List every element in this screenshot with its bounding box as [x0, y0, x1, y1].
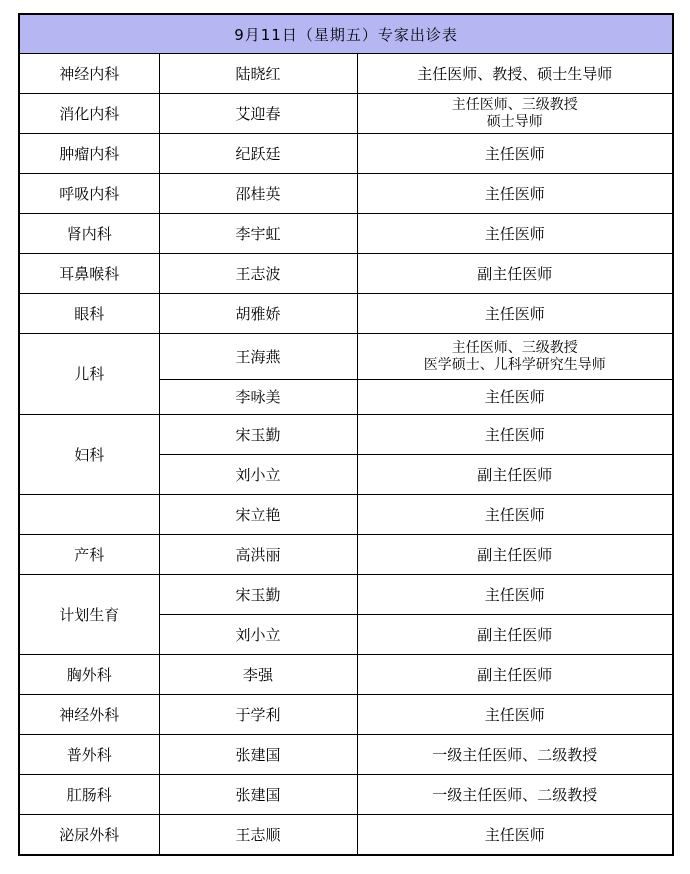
department-cell — [19, 575, 159, 655]
doctor-title: 副主任医师 — [477, 264, 553, 283]
doctor-cell — [159, 655, 357, 695]
department-cell — [19, 174, 159, 214]
doctor-name: 纪跃廷 — [235, 144, 281, 163]
doctor-title: 主任医师 — [484, 184, 545, 203]
doctor-cell — [159, 294, 357, 334]
doctor-title: 副主任医师 — [477, 625, 553, 644]
table-row — [19, 334, 673, 380]
table-row — [19, 535, 673, 575]
doctor-cell — [159, 134, 357, 174]
table-row — [19, 495, 673, 535]
department-label: 肾内科 — [66, 224, 112, 243]
doctor-title: 主任医师 — [484, 585, 545, 604]
doctor-cell — [159, 735, 357, 775]
title-cell — [357, 455, 673, 495]
doctor-name: 张建国 — [235, 785, 281, 804]
title-cell — [357, 695, 673, 735]
table-row — [19, 775, 673, 815]
doctor-title: 主任医师 — [484, 144, 545, 163]
doctor-title: 一级主任医师、二级教授 — [432, 745, 598, 764]
title-cell — [357, 380, 673, 415]
doctor-title: 主任医师、教授、硕士生导师 — [417, 64, 613, 83]
department-cell — [19, 535, 159, 575]
title-cell — [357, 294, 673, 334]
doctor-title: 主任医师 — [484, 224, 545, 243]
doctor-title: 一级主任医师、二级教授 — [432, 785, 598, 804]
doctor-cell — [159, 775, 357, 815]
doctor-name: 邵桂英 — [235, 184, 281, 203]
department-label: 计划生育 — [59, 605, 120, 624]
department-label: 产科 — [74, 545, 105, 564]
title-cell — [357, 254, 673, 294]
department-cell — [19, 254, 159, 294]
doctor-cell — [159, 174, 357, 214]
department-label: 儿科 — [74, 365, 105, 383]
doctor-title: 主任医师 — [484, 388, 545, 406]
title-cell — [357, 775, 673, 815]
title-cell — [357, 735, 673, 775]
table-row — [19, 54, 673, 94]
department-cell — [19, 815, 159, 856]
department-cell — [19, 334, 159, 415]
department-label: 泌尿外科 — [59, 825, 120, 844]
table-row — [19, 695, 673, 735]
doctor-name: 李宇虹 — [235, 224, 281, 243]
doctor-cell — [159, 495, 357, 535]
doctor-name: 胡雅娇 — [235, 304, 281, 323]
department-label: 胸外科 — [66, 665, 112, 684]
title-cell — [357, 334, 673, 380]
table-title: 9月11日（星期五）专家出诊表 — [19, 14, 673, 54]
department-cell — [19, 294, 159, 334]
doctor-cell — [159, 254, 357, 294]
doctor-name: 刘小立 — [235, 625, 281, 644]
department-cell-empty — [19, 495, 159, 535]
table-row — [19, 415, 673, 455]
doctor-title: 主任医师 — [484, 705, 545, 724]
doctor-name: 王志顺 — [235, 825, 281, 844]
table-row-header — [19, 14, 673, 54]
title-cell — [357, 535, 673, 575]
department-label: 神经外科 — [59, 705, 120, 724]
doctor-title: 主任医师、三级教授 — [451, 96, 578, 113]
department-label: 眼科 — [74, 304, 105, 323]
title-cell — [357, 415, 673, 455]
title-cell — [357, 94, 673, 134]
doctor-title: 硕士导师 — [486, 113, 543, 130]
table-row — [19, 174, 673, 214]
doctor-title: 副主任医师 — [477, 545, 553, 564]
doctor-name: 宋玉勤 — [235, 585, 281, 604]
doctor-cell — [159, 535, 357, 575]
table-row — [19, 294, 673, 334]
department-label: 普外科 — [66, 745, 112, 764]
doctor-title: 主任医师 — [484, 425, 545, 444]
department-label: 肛肠科 — [66, 785, 112, 804]
department-label: 呼吸内科 — [59, 184, 120, 203]
department-label: 妇科 — [74, 445, 105, 464]
doctor-name: 刘小立 — [235, 465, 281, 484]
title-cell — [357, 174, 673, 214]
doctor-name: 于学利 — [235, 705, 281, 724]
doctor-name: 艾迎春 — [235, 104, 281, 123]
doctor-cell — [159, 415, 357, 455]
department-cell — [19, 735, 159, 775]
doctor-name: 张建国 — [235, 745, 281, 764]
doctor-name: 宋立艳 — [235, 505, 281, 524]
table-row — [19, 94, 673, 134]
doctor-cell — [159, 334, 357, 380]
doctor-title: 主任医师 — [484, 304, 545, 323]
title-cell — [357, 615, 673, 655]
department-cell — [19, 415, 159, 495]
table-row — [19, 575, 673, 615]
doctor-cell — [159, 94, 357, 134]
doctor-cell — [159, 615, 357, 655]
doctor-name: 王志波 — [235, 264, 281, 283]
doctor-title: 主任医师、三级教授 — [451, 339, 578, 356]
department-cell — [19, 214, 159, 254]
table-row — [19, 214, 673, 254]
title-cell — [357, 214, 673, 254]
doctor-name: 陆晓红 — [235, 64, 281, 83]
table-row — [19, 815, 673, 856]
department-cell — [19, 775, 159, 815]
table-row — [19, 134, 673, 174]
doctor-cell — [159, 695, 357, 735]
doctor-cell — [159, 54, 357, 94]
doctor-cell — [159, 214, 357, 254]
doctor-cell — [159, 380, 357, 415]
department-cell — [19, 94, 159, 134]
doctor-name: 高洪丽 — [235, 545, 281, 564]
department-label: 肿瘤内科 — [59, 144, 120, 163]
title-cell — [357, 54, 673, 94]
doctor-title: 主任医师 — [484, 825, 545, 844]
table-row — [19, 735, 673, 775]
table-row — [19, 254, 673, 294]
doctor-title: 主任医师 — [484, 505, 545, 524]
doctor-title: 副主任医师 — [477, 665, 553, 684]
doctor-title: 医学硕士、儿科学研究生导师 — [423, 356, 606, 373]
doctor-title: 副主任医师 — [477, 465, 553, 484]
doctor-name: 李咏美 — [235, 388, 281, 406]
department-label: 神经内科 — [59, 64, 120, 83]
doctor-name: 李强 — [242, 665, 273, 684]
doctor-cell — [159, 575, 357, 615]
table-row — [19, 655, 673, 695]
doctor-cell — [159, 815, 357, 856]
department-cell — [19, 134, 159, 174]
title-cell — [357, 134, 673, 174]
title-cell — [357, 495, 673, 535]
department-label: 消化内科 — [59, 104, 120, 123]
title-cell — [357, 655, 673, 695]
doctor-name: 宋玉勤 — [235, 425, 281, 444]
title-cell — [357, 575, 673, 615]
doctor-name: 王海燕 — [235, 347, 281, 366]
department-cell — [19, 54, 159, 94]
title-cell — [357, 815, 673, 856]
department-label: 耳鼻喉科 — [59, 264, 120, 283]
expert-schedule-table — [18, 13, 674, 856]
doctor-cell — [159, 455, 357, 495]
department-cell — [19, 695, 159, 735]
department-cell — [19, 655, 159, 695]
